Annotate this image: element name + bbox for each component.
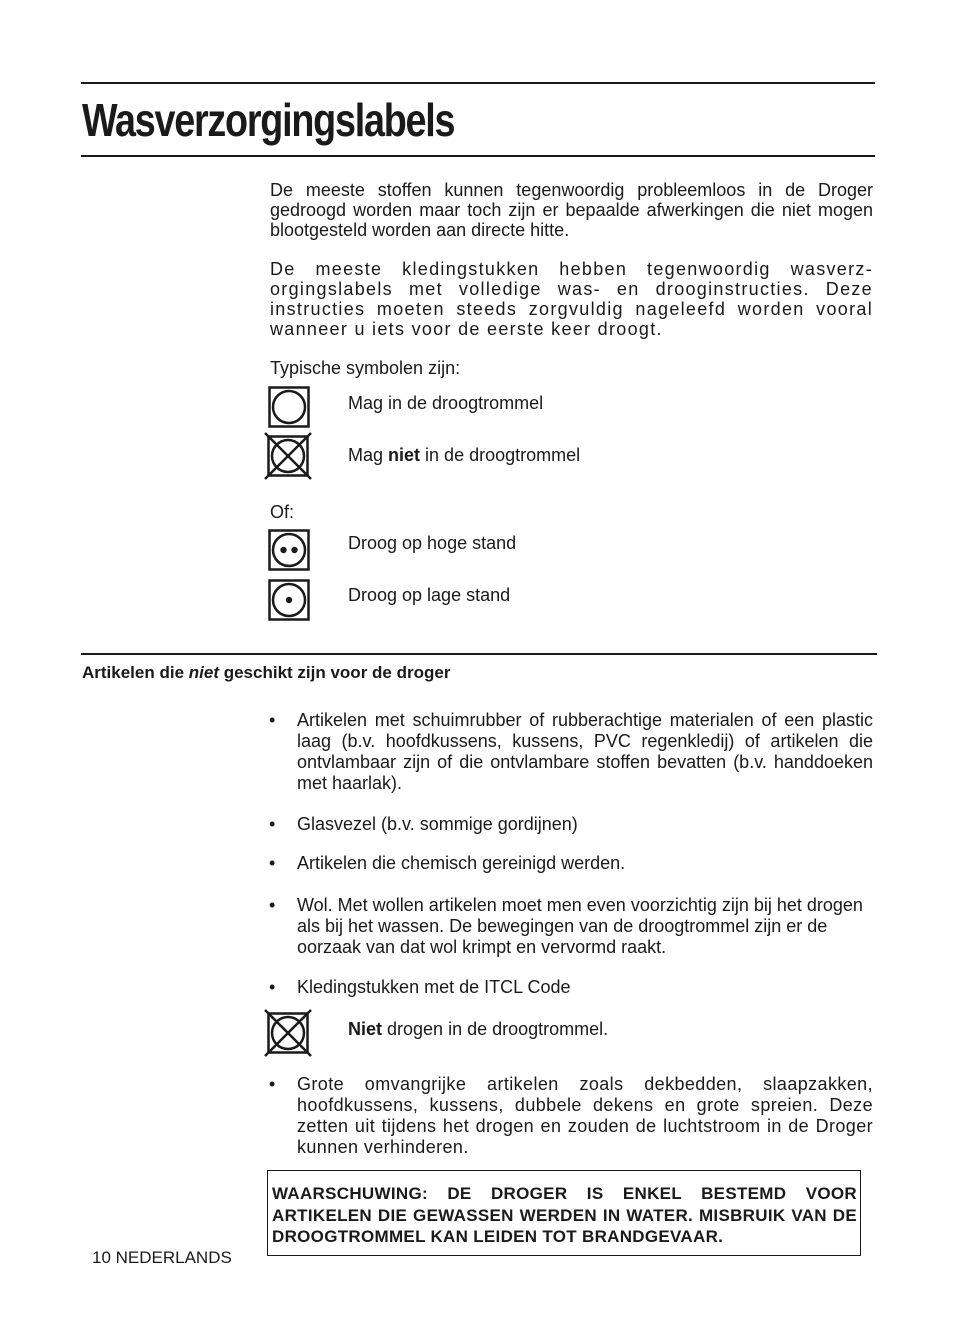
intro-paragraph-1: De meeste stoffen kunnen tegenwoordig probleemloos in de Droger gedroogd worden maar toch zijn er bepaalde afwerkingen die niet mogen blootgesteld worden aan directe hitte.	[270, 180, 873, 240]
top-rule	[81, 82, 875, 84]
section-heading	[82, 663, 450, 683]
warning-box: WAARSCHUWING: DE DROGER IS ENKEL BESTEMD VOOR ARTIKELEN DIE GEWASSEN WERDEN IN WATER. MISBRUIK VAN DE DROOGTROMMEL KAN LEIDEN TOT BRANDGEVAAR.	[267, 1170, 861, 1256]
bullet-item-4: Wol. Met wollen artikelen moet men even voorzichtig zijn bij het drogen als bij het wassen. De bewegingen van de droogtrommel zijn er de oorzaak van dat wol krimpt en vervormd raakt.	[297, 895, 863, 957]
intro-paragraph-2: De meeste kledingstukken hebben tegenwoordig wasverz-orgingslabels met volledige was- en drooginstructies. Deze instructies moeten steeds zorgvuldig nageleefd worden vooral wanneer u iets voor de eerste keer droogt.	[270, 259, 873, 339]
section-rule	[81, 653, 877, 655]
bullet-mark: •	[269, 895, 276, 915]
bullet-item-6: Grote omvangrijke artikelen zoals dekbedden, slaapzakken, hoofdkussens, kussens, dubbele dekens en grote spreien. Deze zetten uit tijdens het drogen en zouden de luchtstroom in de Droger kunnen verhinderen.	[297, 1074, 873, 1157]
tumble-dry-allowed-icon	[268, 386, 310, 428]
label-part: in de droogtrommel	[420, 445, 581, 465]
heading-part: geschikt zijn voor de droger	[219, 663, 451, 682]
tumble-dry-high-icon	[268, 529, 310, 571]
bullet-mark: •	[269, 977, 276, 997]
page-title: Wasverzorgingslabels	[82, 94, 455, 146]
symbol-label-allowed: Mag in de droogtrommel	[348, 393, 544, 413]
label-part: Mag	[348, 445, 389, 465]
page-footer: 10 NEDERLANDS	[92, 1248, 232, 1267]
label-emphasis: niet	[388, 445, 421, 465]
symbol-label-high: Droog op hoge stand	[348, 533, 517, 553]
bullet-item-2: Glasvezel (b.v. sommige gordijnen)	[297, 814, 578, 834]
symbol-label-forbidden	[348, 445, 580, 465]
bullet-mark: •	[269, 814, 276, 834]
or-label: Of:	[270, 502, 295, 522]
itcl-symbol-label	[348, 1019, 608, 1039]
title-underline	[81, 155, 875, 157]
heading-emphasis: niet	[188, 663, 219, 682]
bullet-item-1: Artikelen met schuimrubber of rubberachtige materialen of een plastic laag (b.v. hoofdkussens, kussens, PVC regenkledij) of artikelen die ontvlambaar zijn of die ontvlambare stoffen bevatten (b.v. handdoeken met haarlak).	[297, 710, 873, 793]
label-emphasis: Niet	[348, 1019, 383, 1039]
symbols-intro: Typische symbolen zijn:	[270, 358, 461, 378]
symbol-label-low: Droog op lage stand	[348, 585, 511, 605]
bullet-item-5: Kledingstukken met de ITCL Code	[297, 977, 571, 997]
label-part: drogen in de droogtrommel.	[382, 1019, 609, 1039]
heading-part: Artikelen die	[82, 663, 189, 682]
tumble-dry-low-icon	[268, 579, 310, 621]
bullet-item-3: Artikelen die chemisch gereinigd werden.	[297, 853, 626, 873]
bullet-mark: •	[269, 1074, 276, 1094]
tumble-dry-forbidden-icon	[264, 432, 312, 480]
tumble-dry-forbidden-icon	[264, 1009, 312, 1057]
bullet-mark: •	[269, 853, 276, 873]
bullet-mark: •	[269, 710, 276, 730]
